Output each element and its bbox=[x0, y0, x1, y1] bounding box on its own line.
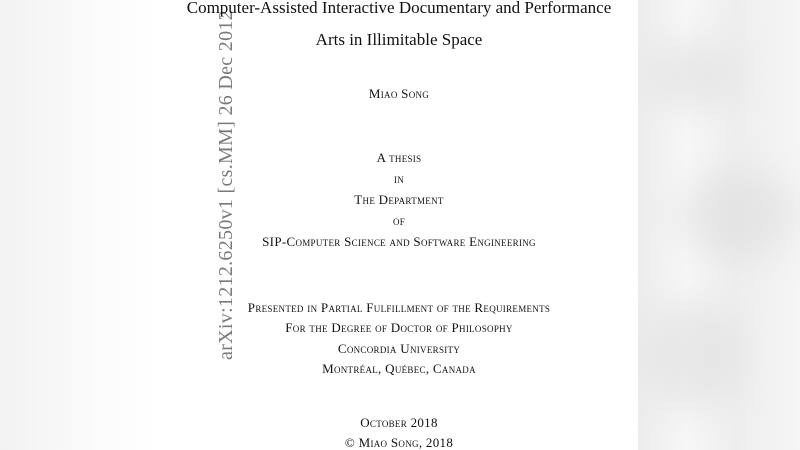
arxiv-identifier-stamp: arXiv:1212.6250v1 [cs.MM] 26 Dec 2012 bbox=[215, 10, 237, 360]
program-name: SIP-Computer Science and Software Engineering bbox=[262, 234, 536, 249]
background-blur-shape bbox=[678, 170, 798, 260]
background-blur-shape bbox=[648, 40, 738, 110]
author-name: Miao Song bbox=[368, 86, 430, 101]
thesis-of: of bbox=[392, 213, 406, 228]
copyright-notice: © Miao Song, 2018 bbox=[344, 435, 454, 450]
submission-date: October 2018 bbox=[360, 415, 438, 430]
degree-statement: For the Degree of Doctor of Philosophy bbox=[285, 320, 513, 335]
thesis-in: in bbox=[393, 171, 405, 186]
background-blur-shape bbox=[643, 300, 743, 410]
title-line-1: Computer-Assisted Interactive Documentary and Performance bbox=[186, 0, 612, 17]
thesis-label: A thesis bbox=[376, 150, 422, 165]
fulfillment-statement: Presented in Partial Fulfillment of the Requirements bbox=[247, 300, 551, 315]
thesis-title-page bbox=[160, 0, 638, 450]
left-background bbox=[0, 0, 160, 450]
title-line-2: Arts in Illimitable Space bbox=[315, 30, 483, 49]
university-location: Montréal, Québec, Canada bbox=[322, 361, 476, 376]
right-background bbox=[638, 0, 800, 450]
department-label: The Department bbox=[354, 192, 444, 207]
university-name: Concordia University bbox=[337, 341, 461, 356]
